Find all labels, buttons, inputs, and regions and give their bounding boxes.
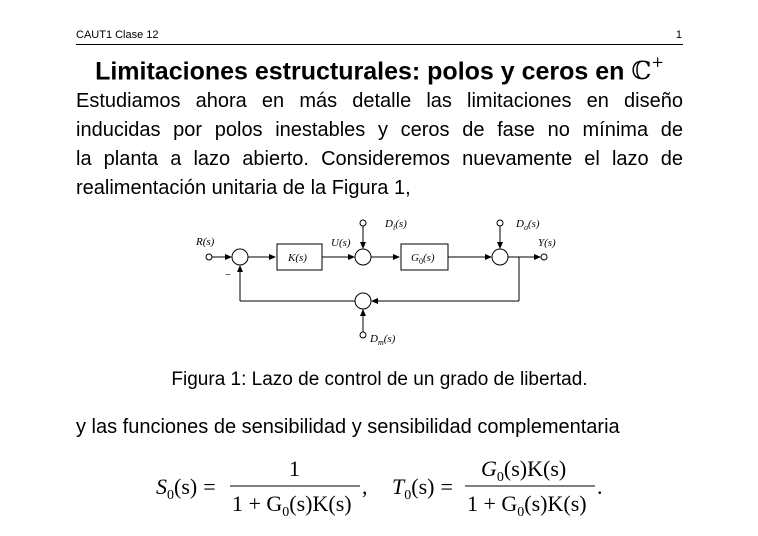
complex-symbol-sup: + [651,53,664,71]
eq-t-den-a: 1 + G [467,491,518,516]
label-input-disturbance [384,218,407,232]
eq-t-num-a: G [481,456,497,481]
summing-junction-error [232,249,248,265]
intro-line: Estudiamos ahora en más detalle las limitaciones en diseño [76,90,683,112]
eq-t-denominator [467,491,587,520]
di-main: D [385,218,393,230]
slide-title [76,48,683,86]
minus-sign: − [224,269,232,281]
g-main: G [411,252,419,264]
summing-junction-input-disturbance [355,249,371,265]
page-number: 1 [675,29,682,41]
follow-up-text: y las funciones de sensibilidad y sensibilidad complementaria [76,416,620,438]
header-rule [76,44,683,45]
eq-t-num-b: (s)K(s) [503,456,567,481]
label-controller: K(s) [288,252,307,264]
eq-s-symbol: S [156,474,167,499]
do-arg: (s) [527,218,540,230]
intro-line: inducidas por polos inestables y ceros de fase no mínima de [76,119,683,141]
do-sub: o [523,223,528,232]
eq-t-symbol: T [392,474,405,499]
figure-caption: Figura 1: Lazo de control de un grado de libertad. [171,369,588,390]
eq-t-equals: = [440,474,453,499]
g-arg: (s) [422,252,435,264]
eq-t-sub: 0 [404,488,412,503]
eq-t-num-sub: 0 [496,470,504,485]
do-main: D [516,218,524,230]
summing-junction-output-disturbance [492,249,508,265]
label-output: Y(s) [538,237,556,249]
intro-line: realimentación unitaria de la Figura 1, [76,177,411,199]
summing-junction-measurement-noise [355,293,371,309]
measurement-noise-terminal [360,332,366,338]
block-diagram [190,212,570,352]
eq-t-den-sub: 0 [517,505,525,520]
dm-sub: m [377,338,384,347]
dm-arg: (s) [383,333,396,345]
input-disturbance-terminal [360,220,366,226]
eq-s-den-b: (s)K(s) [289,491,352,516]
output-disturbance-terminal [497,220,503,226]
eq-comma: , [362,474,368,499]
eq-t-numerator [481,456,566,485]
output-terminal [541,254,547,260]
label-measurement-noise [369,333,396,347]
intro-line: la planta a lazo abierto. Consideremos nuevamente el lazo de [76,148,683,170]
eq-s-arg: (s) [174,474,198,499]
eq-s-den-sub: 0 [282,505,290,520]
g-sub: 0 [418,257,423,266]
course-header: CAUT1 Clase 12 [76,29,159,41]
eq-t-lhs [392,474,453,503]
eq-s-den-a: 1 + G [232,491,283,516]
eq-period: . [597,474,603,499]
eq-s-sub: 0 [167,488,174,503]
eq-s-numerator: 1 [289,456,300,481]
slide-title-text: Limitaciones estructurales: polos y ceros en [95,57,625,86]
di-arg: (s) [395,218,407,230]
eq-t-arg: (s) [411,474,435,499]
label-control-signal: U(s) [331,237,351,249]
label-plant [411,252,435,266]
eq-s-denominator [232,491,352,520]
sensitivity-equations [150,454,620,534]
complex-symbol: ℂ [631,56,652,86]
eq-s-lhs [156,474,216,503]
eq-t-den-b: (s)K(s) [524,491,587,516]
input-terminal [206,254,212,260]
eq-s-equals: = [203,474,216,499]
label-output-disturbance [515,218,540,232]
complex-plus-symbol [631,53,664,86]
intro-paragraph [76,87,683,203]
dm-main: D [370,333,378,345]
label-reference: R(s) [196,236,215,248]
di-sub: i [392,223,396,232]
